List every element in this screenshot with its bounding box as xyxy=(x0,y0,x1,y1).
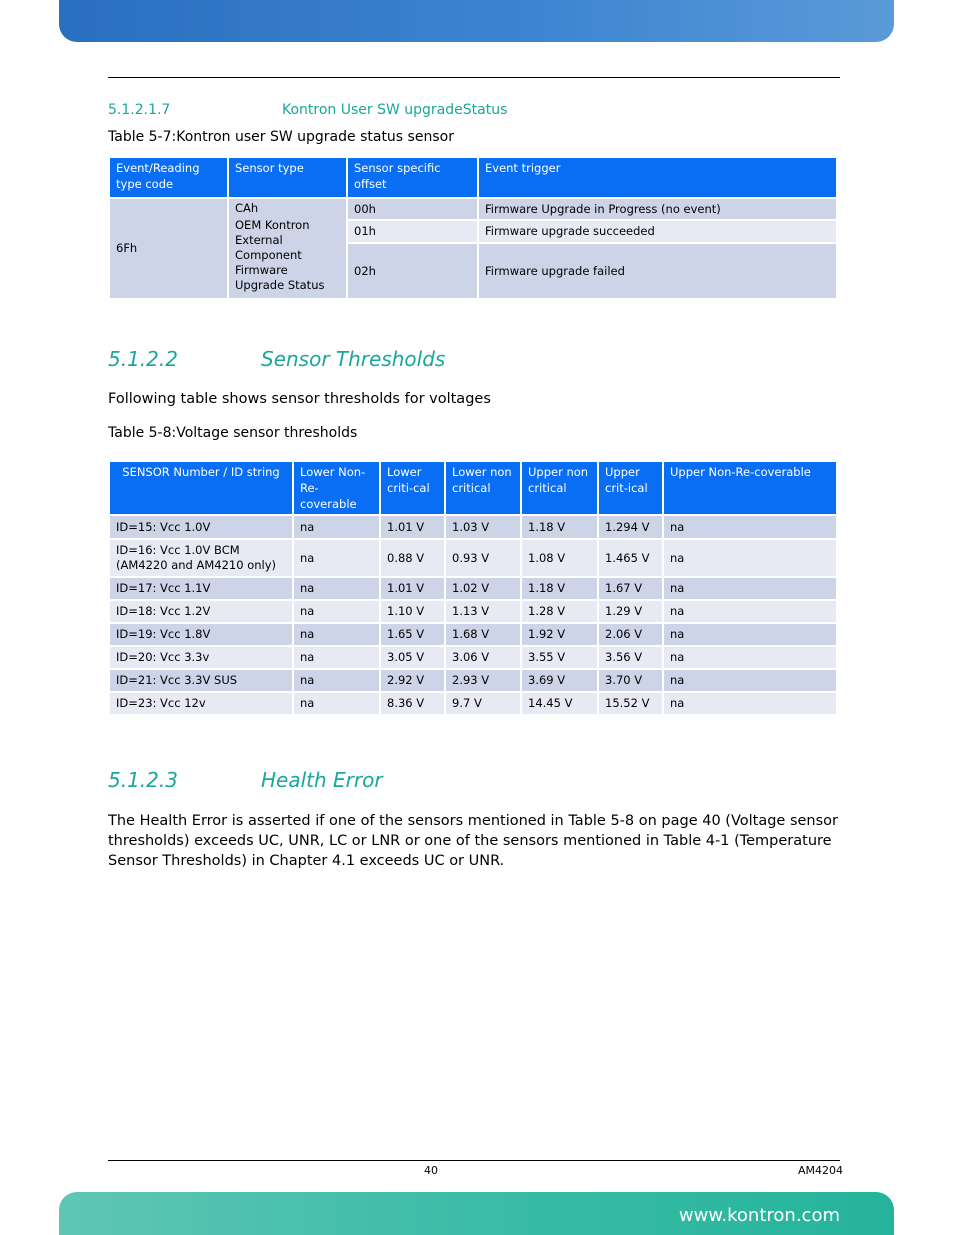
section-number: 5.1.2.2 xyxy=(108,347,178,371)
table1-header-cell: Event/Reading type code xyxy=(110,158,227,197)
threshold-cell: 3.05 V xyxy=(381,647,444,668)
table-row xyxy=(110,624,836,645)
threshold-cell: 3.06 V xyxy=(446,647,520,668)
table2-header-cell: Lower Non-Re-coverable xyxy=(294,462,379,514)
threshold-cell: 2.92 V xyxy=(381,670,444,691)
page-number: 40 xyxy=(424,1164,438,1177)
threshold-cell: 1.29 V xyxy=(599,601,662,622)
threshold-cell: 15.52 V xyxy=(599,693,662,714)
threshold-cell: 1.08 V xyxy=(522,540,597,576)
bottom-rule xyxy=(108,1160,840,1161)
event-code-cell: 6Fh xyxy=(110,199,227,298)
sensor-id-cell: ID=17: Vcc 1.1V xyxy=(110,578,292,599)
sensor-id-cell: ID=20: Vcc 3.3v xyxy=(110,647,292,668)
threshold-cell: 1.01 V xyxy=(381,578,444,599)
top-banner xyxy=(59,0,894,42)
threshold-cell: 3.55 V xyxy=(522,647,597,668)
sensor-type-desc: OEM Kontron External Component Firmware Upgrade Status xyxy=(235,218,325,292)
table1-caption: Table 5-7:Kontron user SW upgrade status sensor xyxy=(108,129,454,145)
voltage-thresholds-table xyxy=(108,460,838,716)
table2-header-cell: Upper crit-ical xyxy=(599,462,662,514)
subsection-heading xyxy=(108,102,507,118)
threshold-cell: 3.70 V xyxy=(599,670,662,691)
section-heading-sensor-thresholds xyxy=(108,347,445,371)
sensor-id-cell: ID=23: Vcc 12v xyxy=(110,693,292,714)
threshold-cell: 1.465 V xyxy=(599,540,662,576)
offset-cell: 01h xyxy=(348,221,477,242)
section-title: Sensor Thresholds xyxy=(261,347,446,371)
threshold-cell: 1.28 V xyxy=(522,601,597,622)
section-heading-health-error xyxy=(108,768,383,792)
sensor-type-cell xyxy=(229,199,346,298)
threshold-cell: 1.01 V xyxy=(381,516,444,538)
sensor-id-cell: ID=15: Vcc 1.0V xyxy=(110,516,292,538)
table1-header-cell: Sensor type xyxy=(229,158,346,197)
threshold-cell: na xyxy=(664,647,836,668)
threshold-cell: 1.18 V xyxy=(522,578,597,599)
trigger-cell: Firmware upgrade failed xyxy=(479,244,836,298)
threshold-cell: 3.56 V xyxy=(599,647,662,668)
thresholds-intro: Following table shows sensor thresholds for voltages xyxy=(108,391,491,407)
table2-header-cell: Upper non critical xyxy=(522,462,597,514)
threshold-cell: na xyxy=(294,647,379,668)
sensor-id-cell: ID=16: Vcc 1.0V BCM (AM4220 and AM4210 only) xyxy=(110,540,292,576)
table2-body xyxy=(110,516,836,714)
table1-header-row xyxy=(110,158,836,197)
table2-header-cell: Lower non critical xyxy=(446,462,520,514)
table-row xyxy=(110,540,836,576)
section-title: Health Error xyxy=(261,768,383,792)
table-row xyxy=(110,516,836,538)
offset-cell: 00h xyxy=(348,199,477,219)
threshold-cell: 1.294 V xyxy=(599,516,662,538)
table-row xyxy=(110,578,836,599)
threshold-cell: na xyxy=(664,578,836,599)
threshold-cell: 1.13 V xyxy=(446,601,520,622)
threshold-cell: 0.88 V xyxy=(381,540,444,576)
threshold-cell: 1.18 V xyxy=(522,516,597,538)
threshold-cell: na xyxy=(294,516,379,538)
threshold-cell: 2.93 V xyxy=(446,670,520,691)
threshold-cell: na xyxy=(294,540,379,576)
trigger-cell: Firmware Upgrade in Progress (no event) xyxy=(479,199,836,219)
threshold-cell: 0.93 V xyxy=(446,540,520,576)
threshold-cell: na xyxy=(294,578,379,599)
table-row xyxy=(110,693,836,714)
sensor-id-cell: ID=18: Vcc 1.2V xyxy=(110,601,292,622)
subsection-number: 5.1.2.1.7 xyxy=(108,102,171,118)
document-id: AM4204 xyxy=(798,1164,844,1177)
website-link[interactable]: www.kontron.com xyxy=(678,1205,840,1226)
table2-header-cell: SENSOR Number / ID string xyxy=(110,462,292,514)
threshold-cell: 1.10 V xyxy=(381,601,444,622)
threshold-cell: 1.67 V xyxy=(599,578,662,599)
threshold-cell: 1.02 V xyxy=(446,578,520,599)
threshold-cell: 8.36 V xyxy=(381,693,444,714)
table-row xyxy=(110,670,836,691)
threshold-cell: 2.06 V xyxy=(599,624,662,645)
threshold-cell: 1.68 V xyxy=(446,624,520,645)
table-row xyxy=(110,647,836,668)
threshold-cell: na xyxy=(294,670,379,691)
threshold-cell: na xyxy=(664,540,836,576)
threshold-cell: 14.45 V xyxy=(522,693,597,714)
sensor-type-code: CAh xyxy=(235,201,259,215)
health-error-body: The Health Error is asserted if one of the sensors mentioned in Table 5-8 on page 40 (Voltage sensor thresholds) exceeds UC, UNR, LC or LNR or one of the sensors mentioned in Table 4-1 (Temperature Sensor Thresholds) in Chapter 4.1 exceeds UC or UNR. xyxy=(108,813,839,869)
threshold-cell: 1.92 V xyxy=(522,624,597,645)
sensor-id-cell: ID=19: Vcc 1.8V xyxy=(110,624,292,645)
threshold-cell: na xyxy=(294,624,379,645)
table-row xyxy=(110,601,836,622)
threshold-cell: na xyxy=(294,601,379,622)
table2-caption: Table 5-8:Voltage sensor thresholds xyxy=(108,425,358,441)
threshold-cell: 1.65 V xyxy=(381,624,444,645)
threshold-cell: na xyxy=(664,670,836,691)
sensor-id-cell: ID=21: Vcc 3.3V SUS xyxy=(110,670,292,691)
threshold-cell: 1.03 V xyxy=(446,516,520,538)
threshold-cell: na xyxy=(664,624,836,645)
table2-header-cell: Lower criti-cal xyxy=(381,462,444,514)
threshold-cell: 9.7 V xyxy=(446,693,520,714)
table1-header-cell: Sensor specific offset xyxy=(348,158,477,197)
subsection-title: Kontron User SW upgradeStatus xyxy=(282,102,508,118)
upgrade-status-table xyxy=(108,156,838,300)
bottom-banner xyxy=(59,1192,894,1235)
table-row xyxy=(110,199,836,219)
top-rule xyxy=(108,77,840,78)
table2-header-cell: Upper Non-Re-coverable xyxy=(664,462,836,514)
threshold-cell: na xyxy=(294,693,379,714)
threshold-cell: na xyxy=(664,601,836,622)
table1-header-cell: Event trigger xyxy=(479,158,836,197)
threshold-cell: na xyxy=(664,516,836,538)
threshold-cell: 3.69 V xyxy=(522,670,597,691)
offset-cell: 02h xyxy=(348,244,477,298)
table2-header-row xyxy=(110,462,836,514)
trigger-cell: Firmware upgrade succeeded xyxy=(479,221,836,242)
section-number: 5.1.2.3 xyxy=(108,768,178,792)
threshold-cell: na xyxy=(664,693,836,714)
